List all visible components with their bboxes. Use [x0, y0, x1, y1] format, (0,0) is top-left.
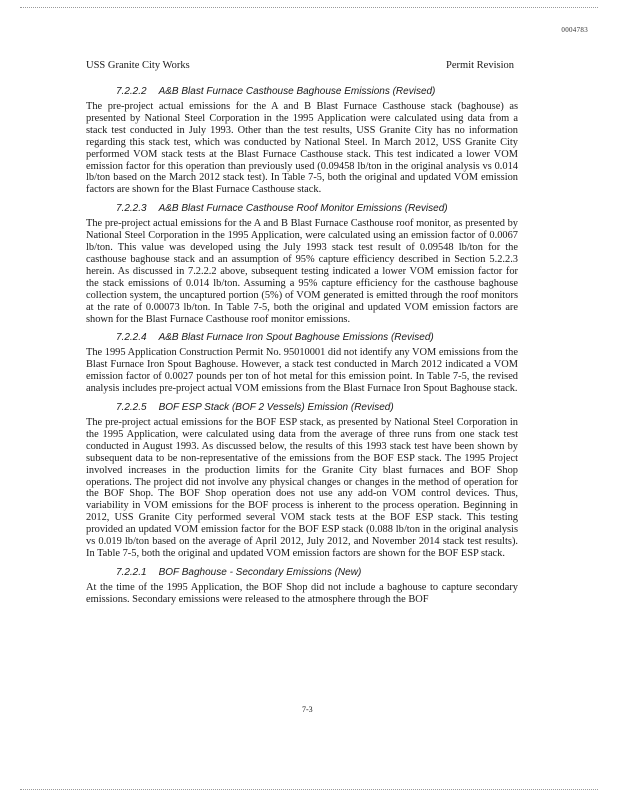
- header-facility: USS Granite City Works: [86, 60, 190, 71]
- section-number: 7.2.2.3: [116, 203, 147, 215]
- section-heading: [116, 567, 518, 578]
- section-heading: [116, 203, 518, 214]
- section-paragraph: The 1995 Application Construction Permit No. 95010001 did not identify any VOM emissions from the Blast Furnace Iron Spout Baghouse. However, a stack test conducted in March 2012 indicated a VOM emission factor of 0.0027 pounds per ton of hot metal for this emission point. In Table 7-5, the revised analysis includes pre-project actual VOM emissions from the Blast Furnace Iron Spout Baghouse stack.: [86, 347, 518, 395]
- section-title: BOF ESP Stack (BOF 2 Vessels) Emission (Revised): [158, 402, 394, 414]
- section-title: A&B Blast Furnace Iron Spout Baghouse Emissions (Revised): [158, 332, 434, 344]
- section-number: 7.2.2.1: [116, 566, 147, 578]
- page-content: [86, 86, 518, 613]
- section-paragraph: The pre-project actual emissions for the BOF ESP stack, as presented by National Steel Corporation in the 1995 Application, were calculated using data from the average of three runs from one stack test conducted in August 1993. As discussed below, the results of this 1993 stack test have been shown by subsequent data to be non-representative of the emissions from the BOF ESP stack. The 1995 Project involved increases in the production limits for the Granite City blast furnaces and BOF Shop operations. The project did not involve any physical changes or changes in the method of operation for the BOF Shop. The BOF Shop operation does not use any add-on VOM control devices. Thus, variability in VOM emissions for the BOF process is inherent to the process operation. Beginning in 2012, USS Granite City performed several VOM stack tests at the BOF ESP stack. This testing provided an updated VOM emission factor for the BOF ESP stack (0.088 lb/ton in the original analysis vs 0.019 lb/ton based on the average of April 2012, July 2012, and November 2014 stack test results). In Table 7-5, both the original and updated VOM emission factors are shown for the BOF ESP stack.: [86, 417, 518, 559]
- scan-bottom-edge: [20, 789, 598, 790]
- section-paragraph: The pre-project actual emissions for the A and B Blast Furnace Casthouse roof monitor, as presented by National Steel Corporation in the 1995 Application, were calculated using an emission factor of 0.0067 lb/ton. This value was developed using the July 1993 stack test result of 0.09548 lb/ton for the casthouse baghouse stack and an assumption of 95% capture efficiency described in Section 5.2.2.3 herein. As discussed in 7.2.2.2 above, subsequent testing indicated a lower VOM emission factor for the stack emissions of 0.014 lb/ton. Assuming a 95% capture efficiency for the casthouse baghouse collection system, the uncaptured portion (5%) of VOM generated is emitted through the roof monitors at the rate of 0.00073 lb/ton. In Table 7-5, both the original and updated VOM emission factors are shown for the Blast Furnace Casthouse roof monitor emissions.: [86, 218, 518, 325]
- section-paragraph: The pre-project actual emissions for the A and B Blast Furnace Casthouse stack (baghouse) as presented by National Steel Corporation in the 1995 Application were calculated using data from a stack test conducted in July 1993. Other than the test results, USS Granite City has no information regarding this stack test, which was conducted by National Steel. In March 2012, USS Granite City performed VOM stack tests at the Blast Furnace Casthouse stack. This test indicated a lower VOM emission factor for this operation than previously used (0.09458 lb/ton in the original analysis vs 0.014 lb/ton based on the March 2012 stack test). In Table 7-5, both the original and updated VOM emission factors are shown for the Blast Furnace Casthouse stack.: [86, 101, 518, 196]
- header-doc-type: Permit Revision: [446, 60, 514, 71]
- page-number: 7-3: [302, 705, 313, 714]
- section-number: 7.2.2.4: [116, 332, 147, 344]
- section-heading: [116, 332, 518, 343]
- section-number: 7.2.2.5: [116, 402, 147, 414]
- section-heading: [116, 402, 518, 413]
- section-title: A&B Blast Furnace Casthouse Baghouse Emissions (Revised): [158, 86, 436, 97]
- section-title: BOF Baghouse - Secondary Emissions (New): [158, 566, 362, 578]
- section-paragraph: At the time of the 1995 Application, the BOF Shop did not include a baghouse to capture secondary emissions. Secondary emissions were released to the atmosphere through the BOF: [86, 581, 518, 605]
- scan-top-edge: [20, 7, 598, 8]
- section-number: 7.2.2.2: [116, 86, 147, 97]
- document-number: 0004783: [561, 26, 588, 34]
- section-heading: [116, 86, 518, 97]
- section-title: A&B Blast Furnace Casthouse Roof Monitor Emissions (Revised): [158, 203, 448, 215]
